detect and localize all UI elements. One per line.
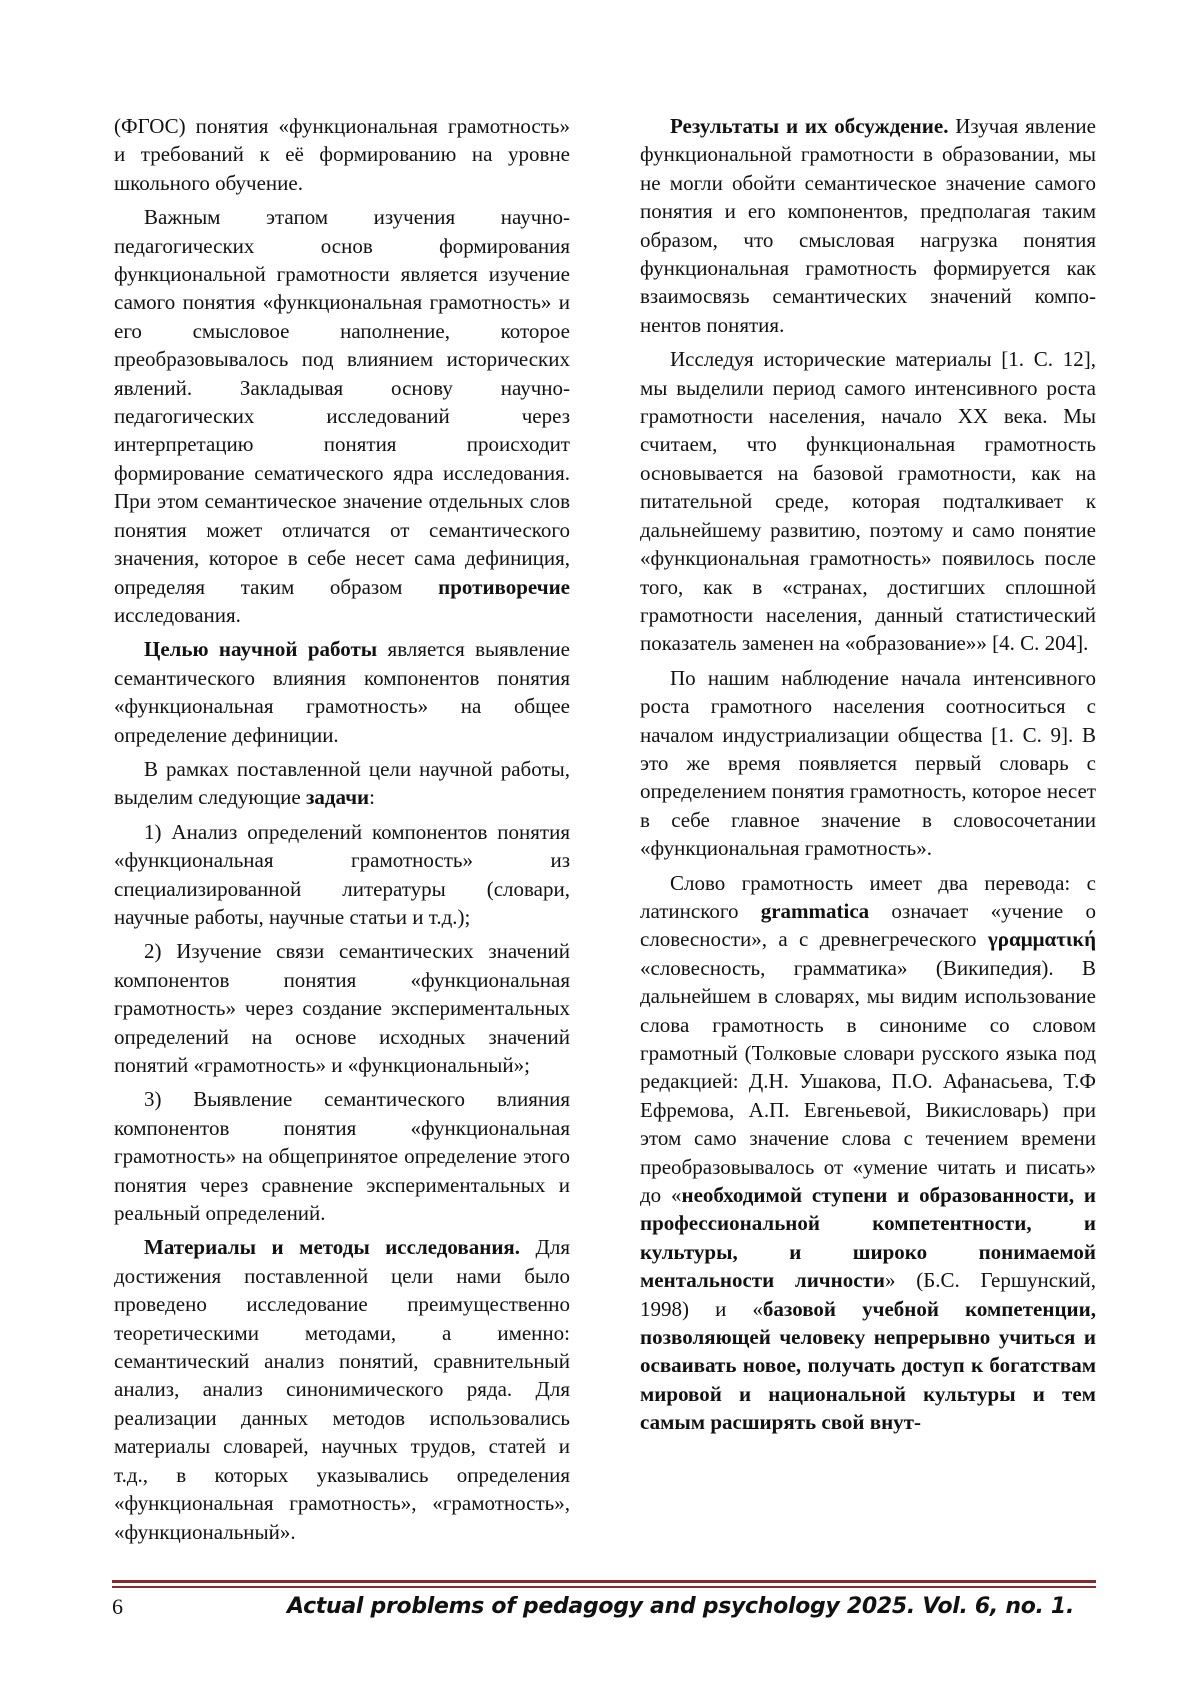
paragraph <box>114 635 570 749</box>
paragraph-text: : <box>369 785 375 810</box>
paragraph-text: Изучая явление функциональной грамотности в образовании, мы не могли обойти семантическое значение самого понятия и его компонентов, предполагая таким образом, что смысловая нагрузка понятия функциональная грамотность формируется как взаимосвязь семантических значений компонентов понятия. <box>640 114 1096 337</box>
list-item <box>114 818 570 932</box>
bold-term: γραμματική <box>987 927 1096 952</box>
paragraph <box>114 112 570 197</box>
paragraph-text: Слово грамотность имеет два перевода: с латинского <box>640 870 1096 923</box>
list-item-text: 2) Изучение связи семантических значений компонентов понятия «функциональная грамотность» через создание экспериментальных определений на основе исходных значений понятий «грамотность» и «функциональный»; <box>114 939 570 1077</box>
paragraph-text: исследования. <box>114 602 241 627</box>
paragraph-text: является выявление семантического влияния компонентов понятия «функциональная грамотность» на общее определение дефиниции. <box>114 637 570 747</box>
list-item-text: 1) Анализ определений компонентов понятия «функциональная грамотность» из специализированной литературы (словари, научные работы, научные статьи и т.д.); <box>114 819 570 929</box>
left-column <box>114 112 570 1546</box>
paragraph-text: По нашим наблюдение начала интенсивного роста грамотного населения соотноситься с началом индустриализации общества [1. С. 9]. В это же время появляется первый словарь с определением понятия грамотность, которое несет в себе главное значение в словосочетании «функциональная грамотность». <box>640 665 1096 861</box>
footer-rule-thin <box>112 1586 1096 1588</box>
paragraph-text: (ФГОС) понятия «функциональная грамотность» и требований к её формированию на уровне школьного обучение. <box>114 114 570 195</box>
section-heading: Результаты и их обсуждение. <box>670 114 949 138</box>
paragraph-text: » (Б.С. Гершунский, 1998) и « <box>640 1268 1096 1321</box>
paragraph-text: «словесность, грамматика» (Википедия). В дальнейшем в словарях, мы видим использование слова грамотность в синониме со словом грамотный (Толковые словари русского языка под редакцией: Д.Н. Ушакова, П.О. Афанасьева, Т.Ф Ефремова, А.П. Евгеньевой, Викисловарь) при этом само значение слова с течением времени преобразовывалось от «умение читать и писать» до « <box>640 955 1096 1208</box>
section-heading: Материалы и методы исследования. <box>144 1235 521 1260</box>
bold-term: противоречие <box>438 574 570 599</box>
paragraph-text: означает «учение о словесности», а с древнегреческого <box>640 898 1096 952</box>
list-item-text: 3) Выявление семантического влияния компонентов понятия «функциональная грамотность» на общепринятое определение этого понятия через сравнение экспериментальных и реальный определений. <box>114 1087 570 1226</box>
list-item <box>114 937 570 1079</box>
paragraph <box>640 664 1096 863</box>
paragraph <box>114 755 570 812</box>
bold-term: grammatica <box>760 898 870 923</box>
bold-term: задачи <box>305 785 370 810</box>
paragraph <box>114 1233 570 1545</box>
paragraph-text: В рамках поставленной цели научной работы, выделим следующие <box>114 756 570 810</box>
list-item <box>114 1085 570 1227</box>
right-column <box>640 112 1096 1437</box>
footer-rule-thick <box>112 1580 1096 1583</box>
paragraph-text: Важным этапом изучения научно-педагогических основ формирования функциональной грамотности является изучение самого понятия «функциональная грамотность» и его смысловое наполнение, которое преобразовывалось под влиянием исторических явлений. Закладывая основу научно-педагогических исследований через интерпретацию понятия происходит формирование сематического ядра исследования. При этом семантическое значение отдельных слов понятия может отличатся от семантического значения, которое в себе несет сама дефиниция, определяя таким образом <box>114 205 570 599</box>
section-heading: Целью научной работы <box>144 637 378 662</box>
page-footer <box>112 1594 1096 1624</box>
paragraph <box>640 869 1096 1437</box>
journal-citation: Actual problems of pedagogy and psychology 2025. Vol. 6, no. 1. <box>287 1594 1074 1619</box>
bold-quote: базовой учебной компетенции, позволяющей человеку непрерывно учиться и осваивать новое, получать доступ к богатствам мировой и национальной культуры и тем самым расширять свой внут- <box>640 1296 1096 1435</box>
paragraph <box>114 203 570 629</box>
page-number: 6 <box>112 1594 123 1619</box>
bold-quote: необходимой ступени и образованности, и профессиональной компетентности, и культуры, и широко понимаемой ментальности личности <box>640 1183 1096 1293</box>
paragraph-text: Исследуя исторические материалы [1. С. 12], мы выделили период самого интенсивного роста грамотности населения, начало XX века. Мы считаем, что функциональная грамотность основывается на базовой грамотности, как на питательной среде, которая подталкивает к дальнейшему развитию, поэтому и само понятие «функциональная грамотность» появилось после того, как в «странах, достигших сплошной грамотности населения, данный статистический показатель заменен на «образование»» [4. С. 204]. <box>640 347 1096 656</box>
paragraph-text: Для достижения поставленной цели нами было проведено исследование преимущественно теоретическими методами, а именно: семантический анализ понятий, сравнительный анализ, анализ синонимического ряда. Для реализации данных методов использовались материалы словарей, научных трудов, статей и т.д., в которых указывались определения «функциональная грамотность», «грамотность», «функциональный». <box>114 1235 570 1544</box>
paragraph <box>640 112 1096 339</box>
paragraph <box>640 345 1096 657</box>
